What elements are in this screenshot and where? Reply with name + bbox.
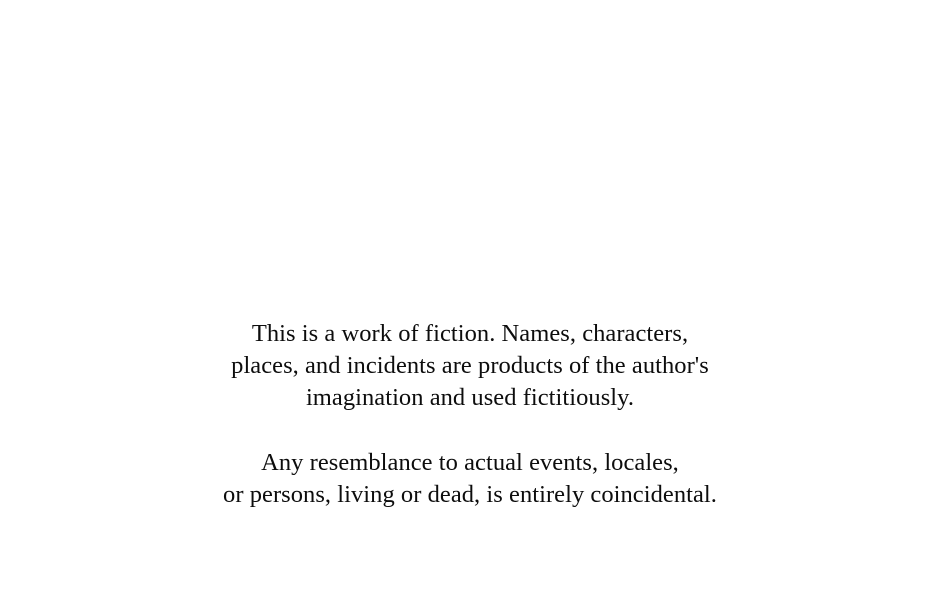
paragraph-spacer: [0, 415, 940, 447]
disclaimer-line: places, and incidents are products of the author's: [231, 352, 709, 380]
disclaimer-line: This is a work of fiction. Names, characters,: [251, 320, 689, 347]
disclaimer-paragraph-1: [0, 318, 940, 415]
fiction-disclaimer: [0, 318, 940, 511]
disclaimer-line: Any resemblance to actual events, locales,: [261, 448, 679, 476]
disclaimer-paragraph-2: [0, 447, 940, 511]
disclaimer-line: or persons, living or dead, is entirely coincidental.: [223, 480, 717, 508]
disclaimer-line: imagination and used fictitiously.: [305, 384, 635, 412]
